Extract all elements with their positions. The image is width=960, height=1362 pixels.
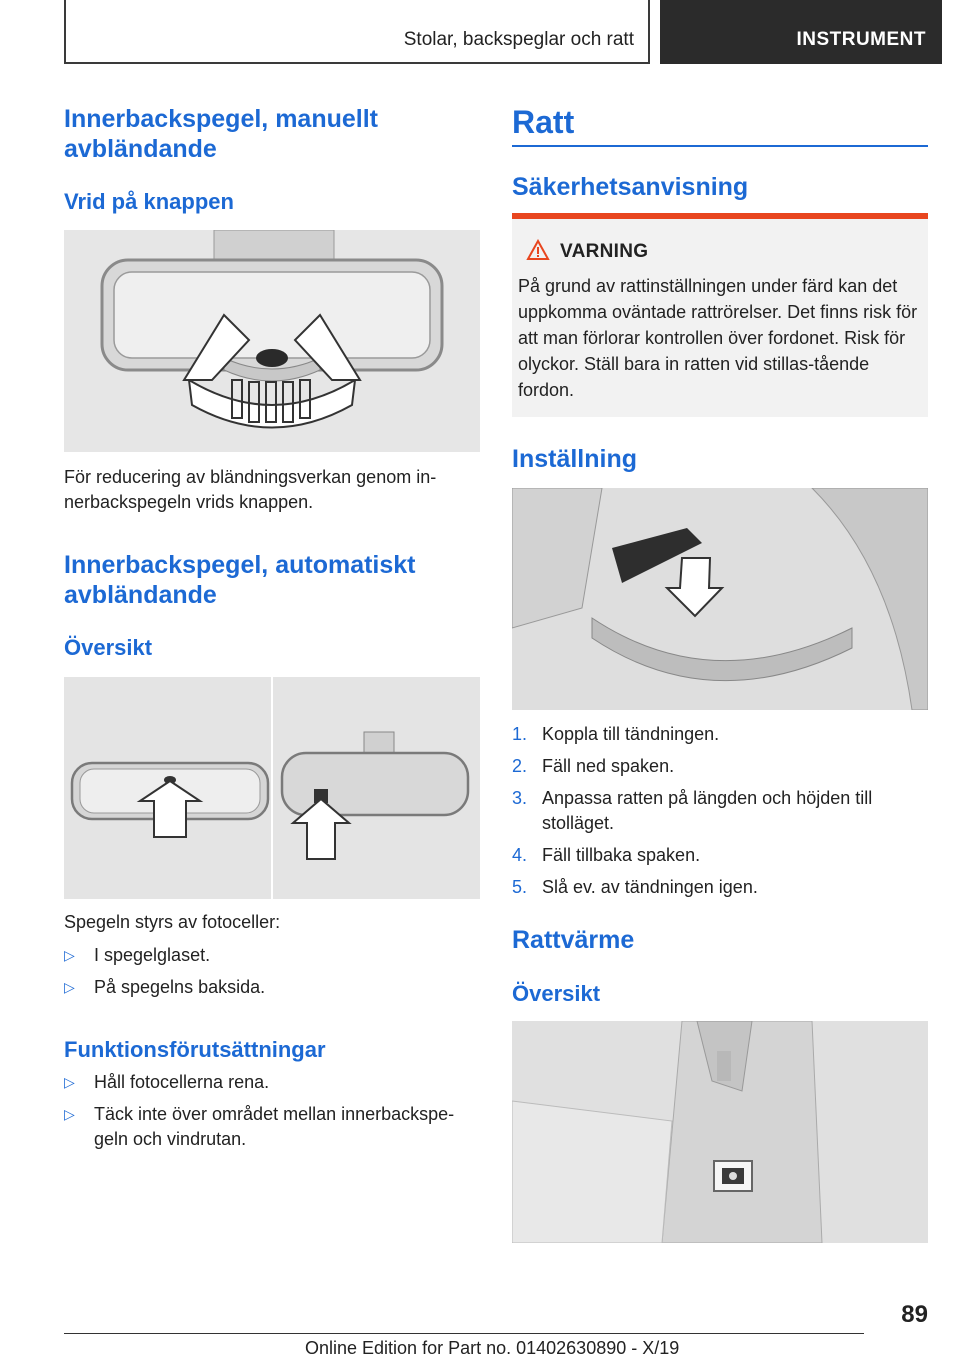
list-item: 4. Fäll tillbaka spaken.	[512, 845, 701, 865]
triangle-right-icon: ▷	[64, 947, 75, 963]
list-item: ▷ I spegelglaset.	[64, 943, 480, 968]
warning-text: På grund av rattinställningen under färd kan det uppkomma oväntade rattrörelser. Det finns risk för att man förlorar kontrollen över fordonet. Risk för olyckor. Ställ bara in ratten vid stillas-tående fordon.	[518, 276, 918, 400]
list-item: 3. Anpassa ratten på längden och höjden till stolläget.	[512, 788, 873, 833]
heading-manual-mirror: Innerbackspegel, manuellt avbländande	[64, 105, 378, 163]
warning-bar	[512, 213, 928, 219]
heading-turn-knob: Vrid på knappen	[64, 189, 234, 214]
header-section-title: Stolar, backspeglar och ratt	[403, 29, 634, 50]
footer-edition: Online Edition for Part no. 01402630890 - X/19	[305, 1338, 680, 1358]
triangle-right-icon: ▷	[64, 1106, 75, 1122]
paragraph-photocells: Spegeln styrs av fotoceller:	[64, 912, 281, 932]
figure-auto-mirror	[64, 677, 480, 899]
figure-manual-mirror	[64, 230, 480, 452]
warning-title: VARNING	[560, 241, 649, 262]
list-item: ▷ Håll fotocellerna rena.	[64, 1070, 480, 1095]
heading-safety-notice: Säkerhetsanvisning	[512, 173, 749, 201]
warning-triangle-icon	[526, 239, 550, 261]
heading-function-requirements: Funktionsförutsättningar	[64, 1037, 326, 1062]
warning-box	[512, 213, 928, 417]
heading-auto-mirror: Innerbackspegel, automatiskt avbländande	[64, 551, 416, 609]
heading-adjustment: Inställning	[512, 445, 637, 473]
heading-steering-heating: Rattvärme	[512, 926, 635, 954]
figure-heating-button	[512, 1021, 928, 1243]
header-chapter-title: INSTRUMENT	[796, 29, 926, 50]
heading-divider	[512, 145, 928, 147]
triangle-right-icon: ▷	[64, 1074, 75, 1090]
list-item: 1. Koppla till tändningen.	[512, 724, 720, 744]
list-item: ▷ På spegelns baksida.	[64, 975, 480, 1000]
figure-steering-lever	[512, 488, 928, 710]
header-chapter-box	[660, 0, 942, 64]
heading-overview-2: Översikt	[512, 981, 601, 1006]
heading-steering-wheel: Ratt	[512, 104, 575, 140]
list-item: 5. Slå ev. av tändningen igen.	[512, 877, 758, 897]
triangle-right-icon: ▷	[64, 979, 75, 995]
heading-overview: Översikt	[64, 635, 153, 660]
footer-divider	[64, 1333, 864, 1334]
list-item: ▷ Täck inte över området mellan innerbackspe-geln och vindrutan.	[64, 1104, 455, 1149]
paragraph-manual-mirror: För reducering av bländningsverkan genom in-nerbackspegeln vrids knappen.	[64, 467, 437, 512]
page-number: 89	[901, 1301, 928, 1328]
list-item: 2. Fäll ned spaken.	[512, 756, 675, 776]
header-section-box	[64, 0, 650, 64]
